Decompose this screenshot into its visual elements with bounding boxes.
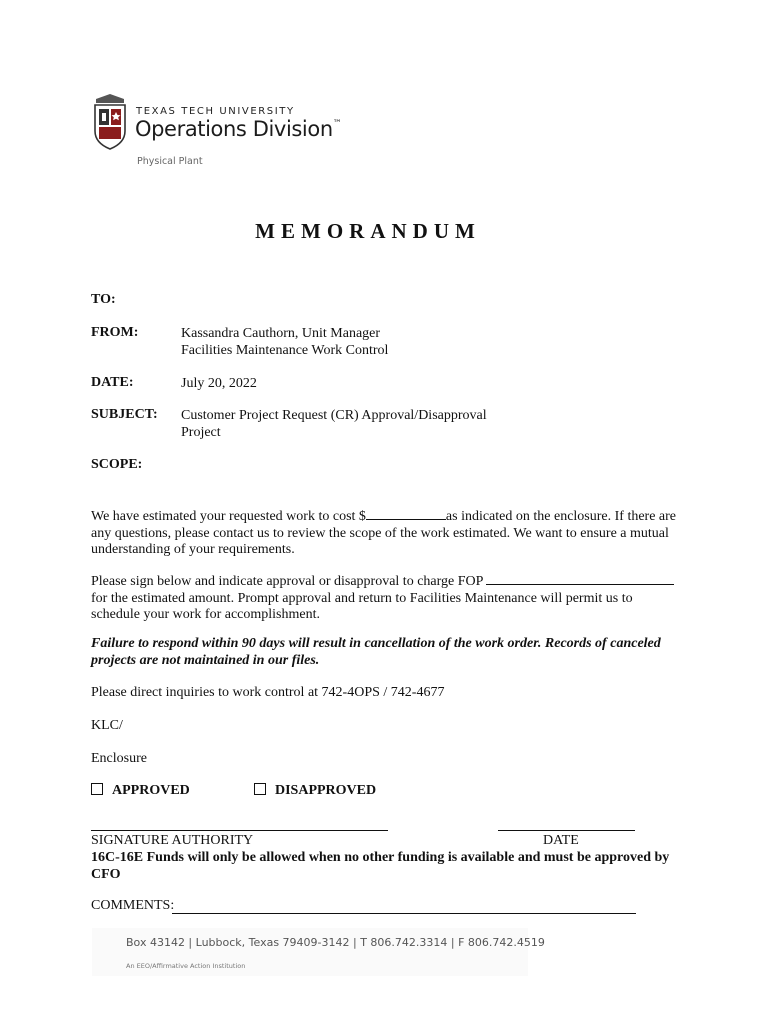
- fop-blank[interactable]: [486, 571, 674, 585]
- signature-authority-label: SIGNATURE AUTHORITY: [91, 833, 254, 848]
- cost-blank[interactable]: [366, 506, 446, 520]
- funds-note: 16C-16E Funds will only be allowed when no other funding is available and must be approved by CFO: [91, 850, 670, 882]
- university-seal-icon: [90, 93, 130, 151]
- department-name: Physical Plant: [137, 156, 203, 167]
- from-line-1: Kassandra Cauthorn, Unit Manager: [181, 326, 381, 341]
- from-label: FROM:: [91, 325, 139, 340]
- date-line[interactable]: [498, 830, 635, 831]
- subject-line-1: Customer Project Request (CR) Approval/Disapproval: [181, 408, 487, 423]
- date-value: July 20, 2022: [181, 376, 257, 391]
- cancellation-warning: Failure to respond within 90 days will result in cancellation of the work order. Records of canceled projects are not maintained in our files.: [91, 636, 661, 668]
- subject-label: SUBJECT:: [91, 407, 158, 422]
- letterhead-footer: [92, 928, 545, 976]
- approved-label: APPROVED: [112, 783, 190, 798]
- approved-option[interactable]: [91, 783, 190, 799]
- from-line-2: Facilities Maintenance Work Control: [181, 343, 389, 358]
- comments-label: COMMENTS:: [91, 898, 175, 913]
- to-label: TO:: [91, 292, 116, 307]
- scope-label: SCOPE:: [91, 457, 143, 472]
- letterhead-logo: [90, 93, 340, 173]
- division-name: Operations Division™: [135, 117, 342, 141]
- estimate-paragraph: We have estimated your requested work to cost $ as indicated on the enclosure. If there are any questions, please contact us to review the scope of the work estimated. We want to ensure a mutual understanding of your requirements.: [91, 506, 691, 559]
- disapproved-option[interactable]: [254, 783, 376, 799]
- date-label: DATE:: [91, 375, 134, 390]
- footer-address: Box 43142 | Lubbock, Texas 79409-3142 | T 806.742.3314 | F 806.742.4519: [126, 936, 545, 949]
- signature-line[interactable]: [91, 830, 388, 831]
- enclosure-text: Enclosure: [91, 751, 147, 766]
- fop-paragraph: Please sign below and indicate approval or disapproval to charge FOP for the estimated amount. Prompt approval and return to Facilities Maintenance will permit us to schedule your work for accomplishment.: [91, 571, 691, 624]
- university-name: TEXAS TECH UNIVERSITY: [136, 106, 295, 117]
- signature-date-label: DATE: [543, 833, 579, 848]
- comments-line[interactable]: [172, 913, 636, 914]
- disapproved-label: DISAPPROVED: [275, 783, 377, 798]
- subject-line-2: Project: [181, 425, 221, 440]
- memo-title: MEMORANDUM: [255, 219, 481, 243]
- approved-checkbox[interactable]: [91, 783, 103, 795]
- disapproved-checkbox[interactable]: [254, 783, 266, 795]
- initials-text: KLC/: [91, 718, 123, 733]
- inquiries-text: Please direct inquiries to work control at 742-4OPS / 742-4677: [91, 685, 445, 700]
- footer-eoe: An EEO/Affirmative Action Institution: [126, 962, 246, 970]
